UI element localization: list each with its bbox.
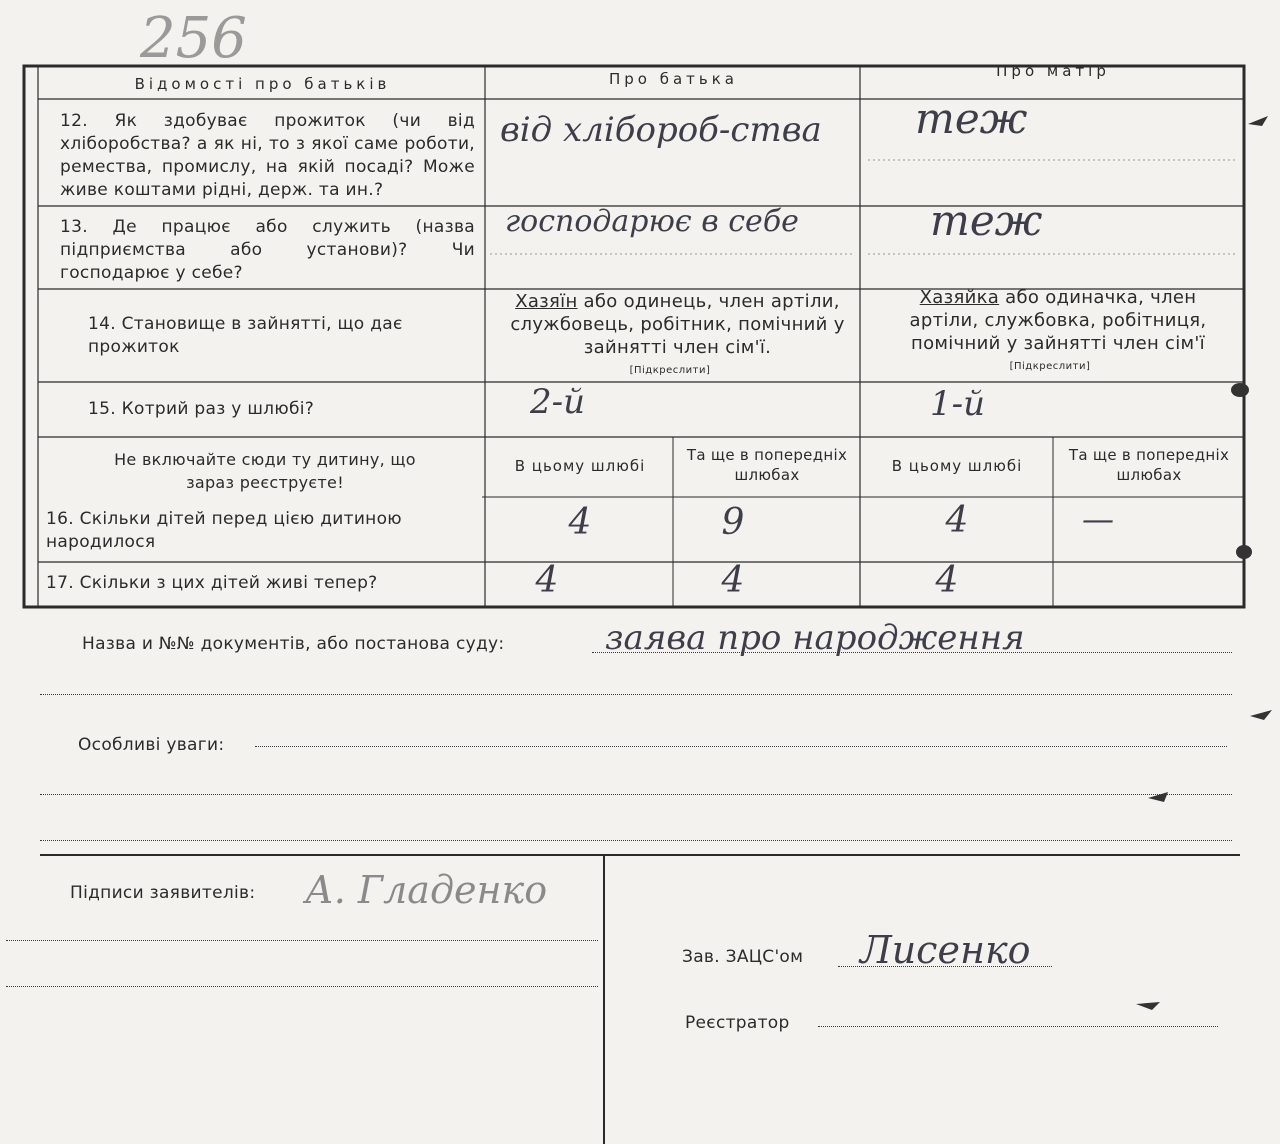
underlined-option-mother: Хазяйка — [919, 287, 1000, 308]
answer-12-father: від хлібороб-ства — [500, 110, 822, 150]
underlined-option-father: Хазяїн — [515, 291, 578, 312]
signature-divider-horizontal — [40, 854, 1240, 856]
applicants-line-1 — [6, 940, 598, 941]
header-mother: Про матір — [996, 62, 1110, 80]
question-13: 13. Де працює або служить (назва підприємства або установи)? Чи господарює у себе? — [60, 217, 475, 283]
options-14-father — [510, 290, 845, 359]
answer-16-father-this: 4 — [568, 502, 592, 543]
answer-17-father-this: 4 — [535, 560, 559, 601]
answer-15-father: 2-й — [530, 382, 586, 422]
applicants-signature: А. Гладенко — [305, 868, 548, 912]
applicants-line-2 — [6, 986, 598, 987]
answer-12-mother: теж — [915, 94, 1028, 143]
answer-16-father-prev: 9 — [721, 502, 745, 543]
question-16: 16. Скільки дітей перед цією дитиною народилося — [46, 509, 402, 552]
documents-line-1 — [592, 652, 1232, 653]
documents-line-2 — [40, 694, 1232, 695]
question-14: 14. Становище в зайнятті, що дає прожиток — [88, 314, 403, 357]
registrar-label: Реєстратор — [685, 1013, 790, 1033]
head-line — [838, 966, 1052, 967]
remarks-line-3 — [40, 840, 1232, 841]
header-father: Про батька — [608, 70, 739, 88]
answer-16-mother-this: 4 — [945, 500, 969, 541]
options-14-father-text: або одинець, член артіли, службовець, робітник, помічний у зайнятті член сім'ї. — [510, 291, 845, 358]
subheader-mother-this: В цьому шлюбі — [891, 457, 1023, 475]
answer-17-mother-this: 4 — [935, 560, 959, 601]
children-note: Не включайте сюди ту дитину, що зараз реєструєте! — [114, 450, 416, 492]
answer-17-father-prev: 4 — [721, 560, 745, 601]
subheader-father-this: В цьому шлюбі — [514, 457, 646, 475]
remarks-line-1 — [255, 746, 1227, 747]
answer-13-mother: теж — [930, 196, 1043, 245]
hint-underline-father: [Підкреслити] — [629, 365, 711, 376]
header-parents-info: Відомості про батьків — [134, 75, 391, 93]
documents-value: заява про народження — [605, 618, 1025, 658]
remarks-label: Особливі уваги: — [78, 735, 225, 755]
hint-underline-mother: [Підкреслити] — [1009, 361, 1091, 372]
head-signature: Лисенко — [860, 928, 1031, 972]
documents-label: Назва и №№ документів, або постанова суду: — [82, 634, 505, 654]
question-17: 17. Скільки з цих дітей живі тепер? — [46, 573, 378, 593]
signature-divider-vertical — [603, 856, 605, 1144]
answer-13-father: господарює в себе — [505, 204, 799, 239]
applicants-label: Підписи заявителів: — [70, 883, 256, 903]
question-15: 15. Котрий раз у шлюбі? — [88, 399, 315, 419]
head-label: Зав. ЗАЦС'ом — [682, 947, 804, 967]
options-14-mother-text: або одиначка, член артіли, службовка, робітниця, помічний у зайнятті член сім'ї — [909, 287, 1207, 354]
registrar-line — [818, 1026, 1218, 1027]
answer-15-mother: 1-й — [930, 384, 986, 424]
archive-mark: 256 — [140, 6, 247, 71]
options-14-mother — [888, 286, 1228, 355]
remarks-line-2 — [40, 794, 1232, 795]
subheader-father-prev: Та ще в попередніх шлюбах — [686, 446, 848, 484]
question-12: 12. Як здобуває прожиток (чи від хліборобства? а як ні, то з якої саме роботи, ремества, промислу, на якій посаді? Може живе коштами рідні, держ. та ин.? — [60, 111, 475, 200]
answer-16-mother-prev: — — [1082, 500, 1114, 538]
subheader-mother-prev: Та ще в попередніх шлюбах — [1068, 446, 1230, 484]
